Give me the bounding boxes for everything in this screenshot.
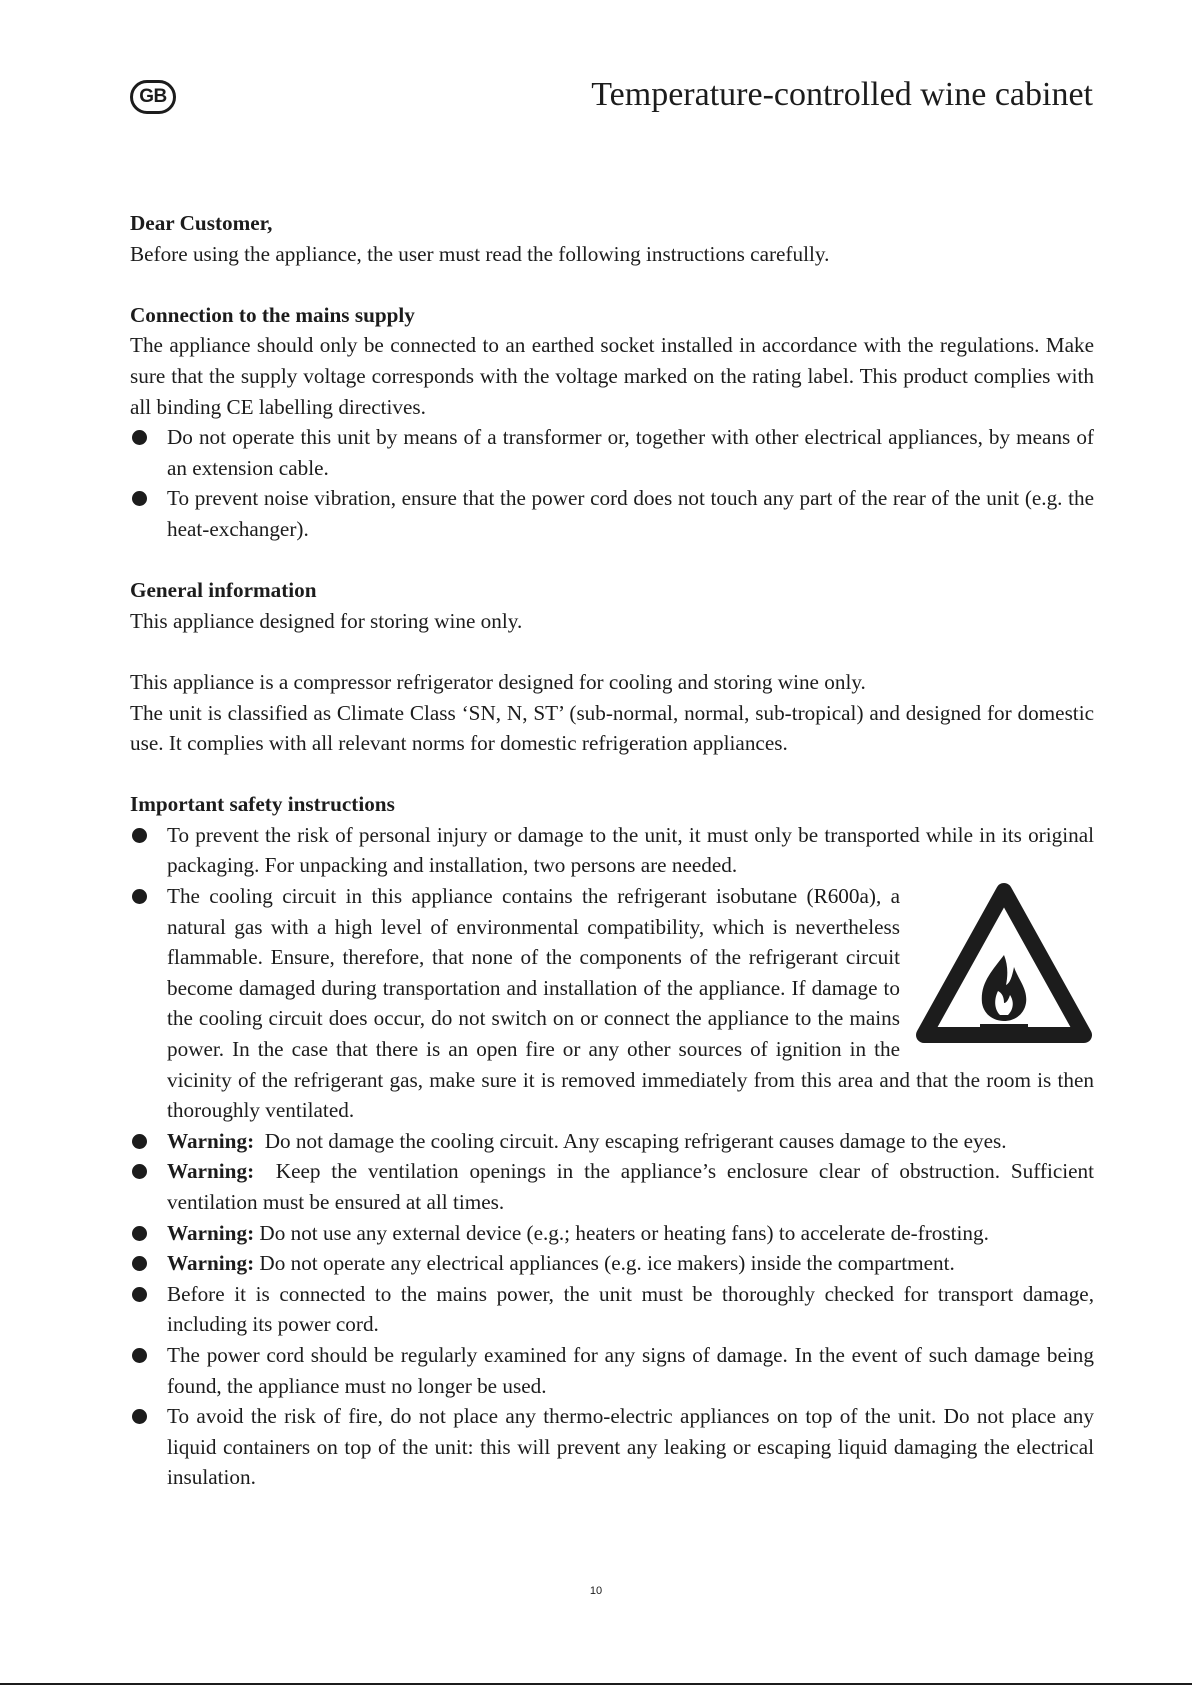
list-item: The power cord should be regularly examined for any signs of damage. In the event of such damage being found, the appliance must no longer be used. bbox=[130, 1340, 1094, 1401]
bullet-dot-icon bbox=[132, 430, 147, 445]
bullet-dot-icon bbox=[132, 1348, 147, 1363]
flammable-warning-icon bbox=[914, 879, 1094, 1049]
safety-bullet-list bbox=[130, 820, 1094, 1493]
bullet-dot-icon bbox=[132, 1287, 147, 1302]
general-text-3: The unit is classified as Climate Class ‘SN, N, ST’ (sub-normal, normal, sub-tropical) and designed for domestic use. It complies with all relevant norms for domestic refrigeration appliances. bbox=[130, 700, 1094, 756]
country-code: GB bbox=[139, 86, 167, 107]
bullet-dot-icon bbox=[132, 1164, 147, 1179]
list-item: Before it is connected to the mains power, the unit must be thoroughly checked for transport damage, including its power cord. bbox=[130, 1279, 1094, 1340]
list-item: Warning: Do not use any external device (e.g.; heaters or heating fans) to accelerate de-frosting. bbox=[130, 1218, 1094, 1249]
list-item: The cooling circuit in this appliance contains the refrigerant isobutane (R600a), a natural gas with a high level of environmental compatibility, which is nevertheless flammable. Ensure, therefore, that none of the components of the refrigerant circuit become damaged during transportation and installation of the appliance. If damage to the cooling circuit does occur, do not switch on or connect the appliance to the mains power. In the case that there is an open fire or any other sources of ignition in the vicinity of the refrigerant gas, make sure it is removed immediately from this area and that the room is then thoroughly ventilated. bbox=[130, 881, 1094, 1126]
salutation: Dear Customer, bbox=[130, 211, 273, 235]
main-content bbox=[130, 208, 1094, 1493]
section-heading-mains: Connection to the mains supply bbox=[130, 302, 415, 327]
page-title: Temperature-controlled wine cabinet bbox=[591, 76, 1093, 113]
country-code-badge bbox=[130, 80, 176, 114]
bullet-dot-icon bbox=[132, 1256, 147, 1271]
bullet-dot-icon bbox=[132, 491, 147, 506]
page-number: 10 bbox=[589, 1585, 603, 1597]
list-item: To avoid the risk of fire, do not place any thermo-electric appliances on top of the unit. Do not place any liquid containers on top of the unit: this will prevent any leaking or escaping liquid damaging the electrical insulation. bbox=[130, 1401, 1094, 1493]
bullet-dot-icon bbox=[132, 1409, 147, 1424]
bullet-dot-icon bbox=[132, 828, 147, 843]
general-text-2: This appliance is a compressor refrigerator designed for cooling and storing wine only. bbox=[130, 669, 866, 694]
list-item: Do not operate this unit by means of a transformer or, together with other electrical appliances, by means of an extension cable. bbox=[130, 422, 1094, 483]
list-item: To prevent the risk of personal injury or damage to the unit, it must only be transported while in its original packaging. For unpacking and installation, two persons are needed. bbox=[130, 820, 1094, 881]
list-item: Warning: Do not damage the cooling circuit. Any escaping refrigerant causes damage to the eyes. bbox=[130, 1126, 1094, 1157]
list-item: Warning: Keep the ventilation openings in the appliance’s enclosure clear of obstruction. Sufficient ventilation must be ensured at all times. bbox=[130, 1156, 1094, 1217]
general-text-1: This appliance designed for storing wine only. bbox=[130, 608, 523, 633]
bullet-dot-icon bbox=[132, 1226, 147, 1241]
list-item: Warning: Do not operate any electrical appliances (e.g. ice makers) inside the compartment. bbox=[130, 1248, 1094, 1279]
bullet-dot-icon bbox=[132, 889, 147, 904]
list-item: To prevent noise vibration, ensure that the power cord does not touch any part of the rear of the unit (e.g. the heat-exchanger). bbox=[130, 483, 1094, 544]
mains-text: The appliance should only be connected to an earthed socket installed in accordance with the regulations. Make sure that the supply voltage corresponds with the voltage marked on the rating label. This product complies with all binding CE labelling directives. bbox=[130, 333, 1094, 419]
bullet-dot-icon bbox=[132, 1134, 147, 1149]
section-heading-general: General information bbox=[130, 578, 317, 603]
mains-bullet-list bbox=[130, 422, 1094, 544]
section-heading-safety: Important safety instructions bbox=[130, 792, 395, 817]
intro-text: Before using the appliance, the user must read the following instructions carefully. bbox=[130, 241, 830, 266]
